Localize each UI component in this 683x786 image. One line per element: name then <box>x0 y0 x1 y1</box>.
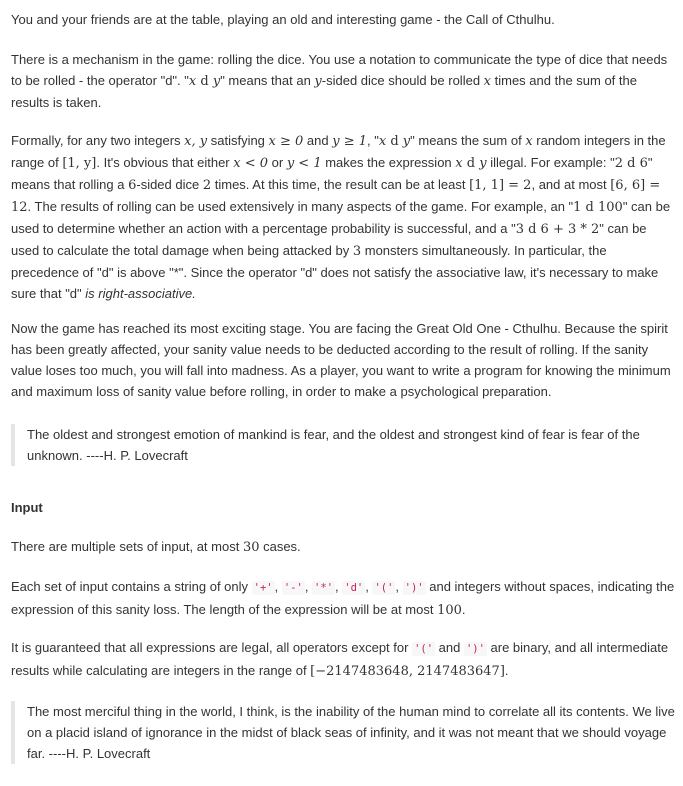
lovecraft-quote-2 <box>11 701 675 764</box>
text-span: -sided dice should be rolled <box>321 73 484 88</box>
inline-code: '+' <box>253 582 273 594</box>
text-span: " means that rolling a <box>11 155 653 192</box>
math-span: y <box>479 156 487 171</box>
text-span: times and the sum of the results is taken. <box>11 73 637 110</box>
inline-code: ')' <box>404 582 424 594</box>
math-span: x <box>455 156 463 171</box>
math-span: [−2147483648, 2147483647] <box>310 664 505 679</box>
math-y: y <box>314 74 322 89</box>
text-span: monsters simultaneously. In particular, the precedence of "d" is above "*". Since the operator "d" does not satisfy the associative law, it's necessary to make sure that "d" <box>11 243 659 301</box>
math-span: y <box>402 134 411 149</box>
math-y: y <box>212 74 221 89</box>
text-span: -sided dice <box>136 177 203 192</box>
math-span: [1, 1] = 2 <box>469 178 532 193</box>
math-span: y < 1 <box>286 156 322 171</box>
math-span: x, y <box>184 134 208 149</box>
formal-definition-paragraph <box>11 130 677 304</box>
separator: , <box>365 579 373 594</box>
inline-code: '-' <box>283 582 303 594</box>
math-span: 3 d 6 + 3 * 2 <box>515 222 600 237</box>
text-span: cases. <box>259 539 301 554</box>
math-span: [6, 6] = 12 <box>11 178 661 215</box>
math-span: y ≥ 1 <box>332 134 367 149</box>
text-span: and integers without spaces, indicating the expression of this sanity loss. The length of the expression will be at most <box>11 579 675 617</box>
math-span: 2 <box>202 178 212 193</box>
input-format-paragraph <box>11 576 677 621</box>
math-span: [1, y] <box>62 156 97 171</box>
input-guarantee-paragraph <box>11 637 677 682</box>
cthulhu-paragraph: Now the game has reached its most exciting stage. You are facing the Great Old One - Cthulhu. Because the spirit has been greatly affected, your sanity value needs to be deducted according to the result of rolling. If the sanity value loses too much, you will fall into madness. As a player, you want to write a program for knowing the minimum and maximum loss of sanity value before rolling, in order to make a psychological preparation. <box>11 321 671 399</box>
inline-code: ')' <box>465 643 485 655</box>
math-span: 100 <box>437 603 462 618</box>
math-span: d <box>386 134 403 149</box>
text-span: random integers in the range of <box>11 133 666 170</box>
math-span: 3 <box>352 244 362 259</box>
text-span: Each set of input contains a string of only <box>11 579 252 594</box>
separator: , <box>335 579 343 594</box>
emphasis-text: is right-associative. <box>85 286 196 301</box>
text-span: times. At this time, the result can be at least <box>211 177 470 192</box>
text-span: . It's obvious that either <box>96 155 234 170</box>
separator: , <box>304 579 313 594</box>
math-x: x <box>188 74 197 89</box>
lovecraft-quote-1 <box>11 424 675 466</box>
text-span: " can be used to determine whether an action with a percentage probability is successful, and a " <box>11 199 671 236</box>
math-span: 6 <box>128 178 137 193</box>
quote-text: The most merciful thing in the world, I think, is the inability of the human mind to correlate all its contents. We live on a placid island of ignorance in the midst of black seas of infinity, and it was not meant that we should voyage far. ----H. P. Lovecraft <box>27 704 675 761</box>
math-span: x <box>378 134 387 149</box>
dice-notation-paragraph <box>11 49 677 113</box>
math-span: 30 <box>242 540 260 555</box>
text-span: Formally, for any two integers <box>11 133 185 148</box>
text-span: , " <box>367 133 379 148</box>
text-span: illegal. For example: " <box>486 155 615 170</box>
quote-text: The oldest and strongest emotion of mankind is fear, and the oldest and strongest kind of fear is fear of the unknown. ----H. P. Lovecraft <box>27 427 640 463</box>
text-span: are binary, and all intermediate results while calculating are integers in the range of <box>11 640 669 678</box>
text-span: and <box>435 640 464 655</box>
inline-code: '(' <box>414 643 434 655</box>
text-span: " means the sum of <box>410 133 526 148</box>
input-heading: Input <box>11 500 43 515</box>
math-d: d <box>196 74 213 89</box>
text-span: " can be used to calculate the total damage when being attacked by <box>11 221 647 258</box>
text-span: . <box>504 663 509 678</box>
math-span: 1 d 100 <box>573 200 623 215</box>
inline-code: '*' <box>314 582 334 594</box>
text-span: " means that an <box>220 73 315 88</box>
math-x: x <box>483 74 492 89</box>
inline-code: 'd' <box>344 582 364 594</box>
separator: , <box>274 579 282 594</box>
text-span: or <box>268 155 287 170</box>
text-span: There are multiple sets of input, at most <box>11 539 243 554</box>
separator: , <box>395 579 403 594</box>
text-span: . The results of rolling can be used extensively in many aspects of the game. For example, an " <box>27 199 574 214</box>
math-span: d <box>462 156 480 171</box>
text-span: It is guaranteed that all expressions are legal, all operators except for <box>11 640 413 655</box>
intro-paragraph: You and your friends are at the table, playing an old and interesting game - the Call of Cthulhu. <box>11 12 555 27</box>
text-span: and <box>303 133 333 148</box>
text-span: satisfying <box>207 133 269 148</box>
math-span: x <box>525 134 533 149</box>
text-span: makes the expression <box>321 155 456 170</box>
input-cases-paragraph <box>11 536 677 558</box>
math-span: 2 d 6 <box>614 156 648 171</box>
text-span: There is a mechanism in the game: rolling the dice. You use a notation to communicate the type of dice that needs to be rolled - the operator "d". " <box>11 52 668 88</box>
math-span: x < 0 <box>233 156 269 171</box>
text-span: , and at most <box>531 177 611 192</box>
inline-code: '(' <box>374 582 394 594</box>
math-span: x ≥ 0 <box>268 134 304 149</box>
text-span: . <box>461 602 466 617</box>
